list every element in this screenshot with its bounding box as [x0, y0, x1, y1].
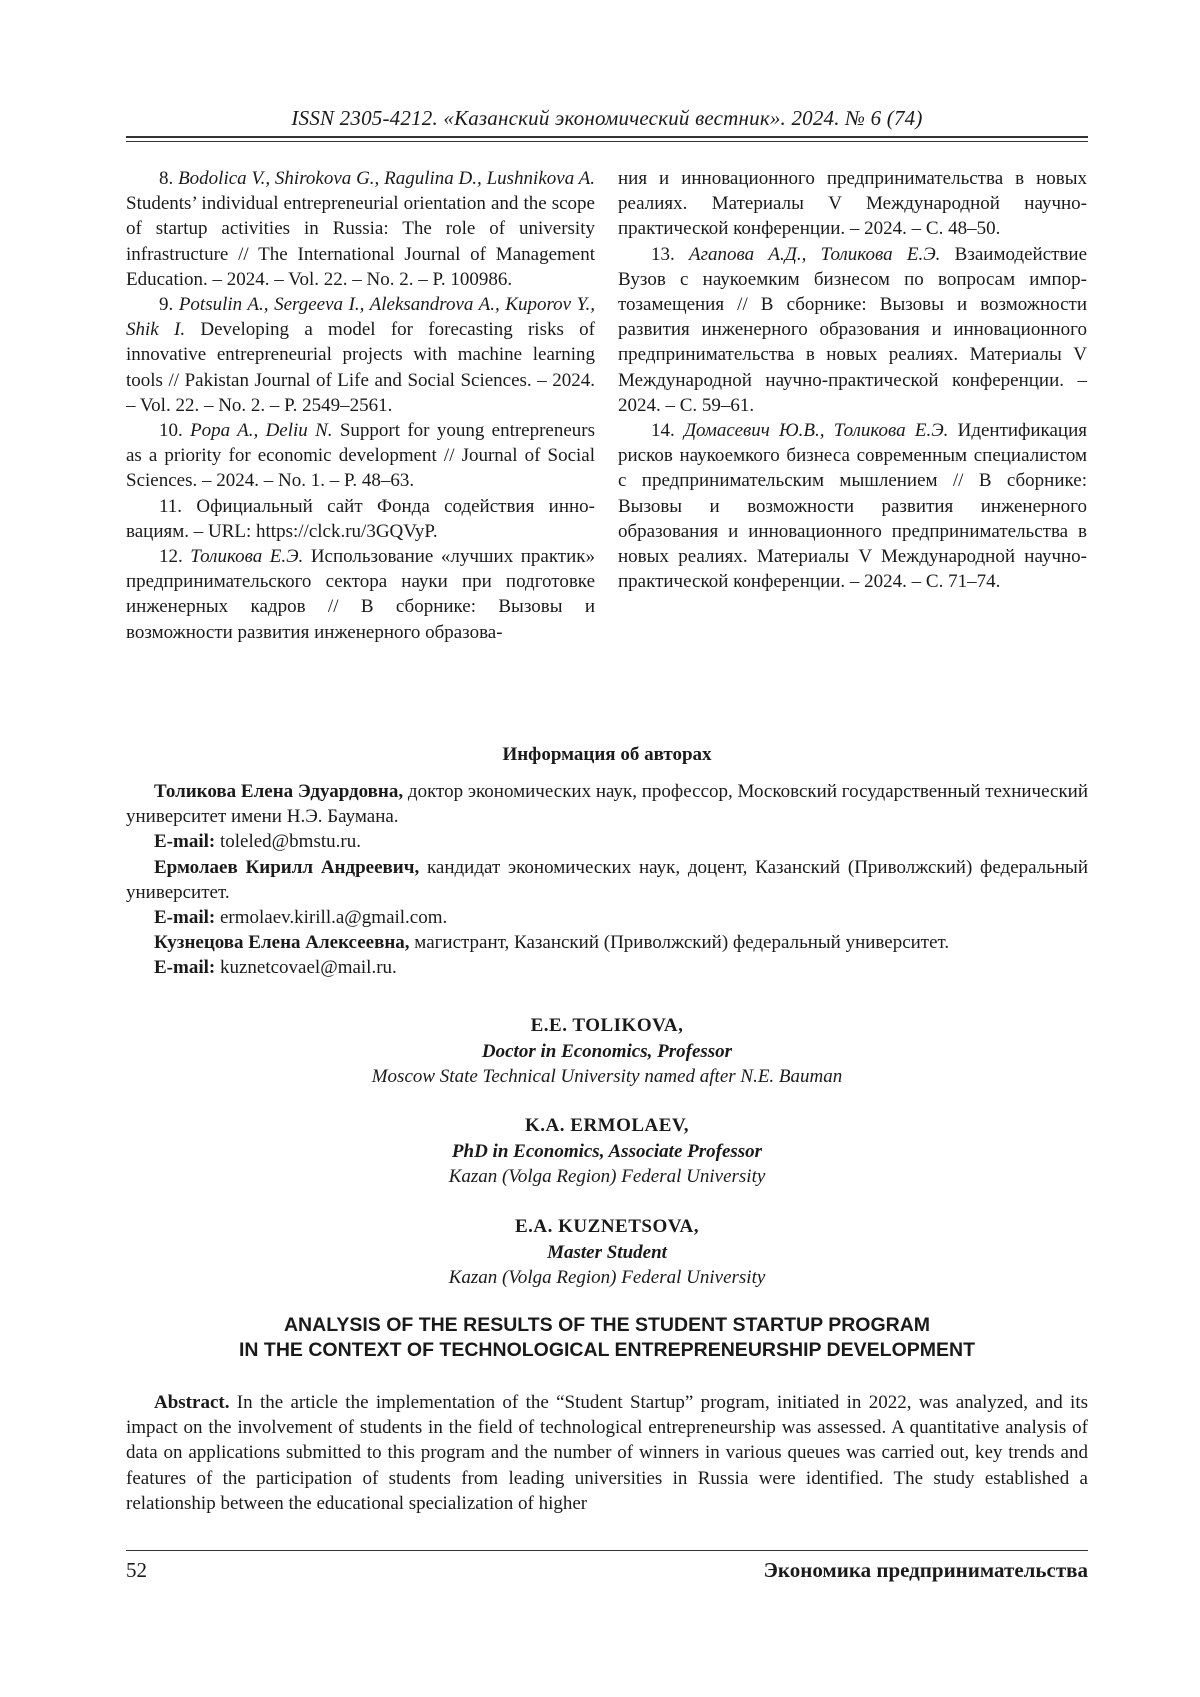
author-description: кандидат экономических наук, доцент, Казанский (Приволжский) федеральный университет.	[126, 856, 1088, 903]
abstract-label: Abstract.	[154, 1392, 230, 1413]
abstract	[126, 1390, 1088, 1516]
reference-text: Официальный сайт Фонда содействия инновациям. – URL: https://clck.ru/3GQVyP.	[126, 495, 595, 542]
footer-rule	[126, 1550, 1088, 1551]
reference-number: 8.	[159, 168, 174, 189]
reference-item	[126, 292, 595, 418]
english-author-name: K.A. ERMOLAEV,	[525, 1115, 689, 1136]
authors-info	[126, 779, 1088, 981]
abstract-text: In the article the implementation of the “Student Startup” program, initiated in 2022, was analyzed, and its impact on the involvement of students in the field of technological entrepreneurship was assessed. A quantitative analysis of data on applications submitted to this program and the number of winners in various queues was carried out, key trends and features of the participation of students from leading universities in Russia were identified. The study established a relationship between the educational specialization of higher	[126, 1392, 1089, 1514]
reference-text: Использование «лучших практик» предпринимательского сектора науки при подготовке инженерных кадров // В сборнике: Вызовы и возможности развития инженерного образова-	[126, 546, 596, 643]
reference-authors: Popa A., Deliu N.	[190, 420, 333, 442]
reference-number: 13.	[651, 243, 675, 265]
author-email	[126, 829, 1088, 854]
email-value: ermolaev.kirill.a@gmail.com.	[219, 907, 448, 929]
email-label: E-mail:	[154, 957, 216, 979]
section-title: Экономика предпринимательства	[763, 1558, 1088, 1582]
english-author-degree: Doctor in Economics, Professor	[481, 1040, 733, 1062]
reference-item	[126, 418, 595, 494]
english-author-block	[126, 1113, 1088, 1190]
reference-number: 10.	[159, 420, 183, 442]
email-label: E-mail:	[154, 831, 216, 853]
email-value: kuznetcovael@mail.ru.	[219, 957, 397, 979]
english-author-name: E.E. TOLIKOVA,	[530, 1015, 684, 1036]
page-number: 52	[126, 1558, 147, 1582]
reference-authors: Домасевич Ю.В., Толикова Е.Э.	[683, 420, 949, 442]
author-description: доктор экономических наук, профессор, Московский государственный технический университет имени Н.Э. Баумана.	[126, 781, 1089, 828]
references-left-column	[126, 166, 595, 645]
authors-info-title: Информация об авторах	[502, 744, 712, 765]
article-title-line: IN THE CONTEXT OF TECHNOLOGICAL ENTREPRENEURSHIP DEVELOPMENT	[238, 1339, 975, 1361]
english-author-block	[126, 1214, 1088, 1291]
reference-authors: Bodolica V., Shirokova G., Ragulina D., Lushnikova A.	[178, 168, 596, 189]
references-right-column	[618, 166, 1087, 594]
article-title-line: ANALYSIS OF THE RESULTS OF THE STUDENT STARTUP PROGRAM	[283, 1314, 931, 1336]
english-author-degree: Master Student	[547, 1241, 667, 1263]
author-entry	[126, 855, 1088, 905]
reference-number: 9.	[159, 294, 174, 316]
article-title	[126, 1313, 1088, 1363]
reference-item	[618, 418, 1087, 594]
email-label: E-mail:	[154, 907, 216, 929]
english-author-degree: PhD in Economics, Associate Professor	[451, 1140, 763, 1162]
english-author-block	[126, 1013, 1088, 1090]
english-author-name: E.A. KUZNETSOVA,	[515, 1216, 699, 1237]
author-entry	[126, 930, 1088, 955]
reference-item	[126, 544, 595, 645]
author-entry	[126, 779, 1088, 829]
reference-authors: Толикова Е.Э.	[190, 546, 304, 568]
author-name: Толикова Елена Эдуардовна,	[154, 781, 404, 802]
reference-text: Взаимодействие Вузов с наукоемким бизнесом по вопросам импортозамещения // В сборнике: Вызовы и возможности развития инженерного образования и инновационного предпринимательства в новых реалиях. Материалы V Международной научно-практической конференции. – 2024. – С. 59–61.	[618, 243, 1088, 416]
english-author-organization: Kazan (Volga Region) Federal University	[448, 1166, 766, 1187]
reference-item	[126, 166, 595, 292]
english-author-organization: Moscow State Technical University named after N.E. Bauman	[371, 1066, 843, 1087]
author-email	[126, 955, 1088, 980]
author-name: Кузнецова Елена Алексеевна,	[154, 932, 410, 954]
reference-number: 14.	[651, 420, 675, 442]
header-rule-thick	[126, 136, 1088, 138]
reference-authors: Агапова А.Д., Толикова Е.Э.	[689, 243, 941, 265]
reference-text: Идентификация рисков наукоемкого бизнеса современным специалистом с предпринимательским мышлением // В сборнике: Вызовы и возможности развития инженерного образования и инновационного предпринимательства в новых реалиях. Материалы V Международной научно-практической конференции. – 2024. – С. 71–74.	[618, 420, 1087, 593]
reference-continuation: ния и инновационного предпринимательства в новых реалиях. Материалы V Международной научно-практической конференции. – 2024. – С. 48–50.	[618, 168, 1087, 240]
reference-authors: Potsulin A., Sergeeva I., Aleksandrova A., Kuporov Y., Shik I.	[126, 294, 595, 341]
author-description: магистрант, Казанский (Приволжский) федеральный университет.	[414, 932, 950, 954]
reference-item	[126, 494, 595, 544]
header-rule-thin	[126, 141, 1088, 142]
author-email	[126, 905, 1088, 930]
reference-item	[618, 242, 1087, 418]
reference-text: Support for young entrepreneurs as a priority for economic development // Journal of Social Sciences. – 2024. – No. 1. – P. 48–63.	[126, 420, 596, 492]
reference-text: Developing a model for forecasting risks of innovative entrepreneurial projects with machine learning tools // Pakistan Journal of Life and Social Sciences. – 2024. – Vol. 22. – No. 2. – P. 2549–2561.	[126, 319, 595, 416]
reference-text: Students’ individual entrepreneurial orientation and the scope of startup activities in Russia: The role of university infrastructure // The International Journal of Management Education. – 2024. – Vol. 22. – No. 2. – P. 100986.	[126, 193, 595, 290]
author-name: Ермолаев Кирилл Андреевич,	[154, 856, 420, 878]
reference-number: 11.	[159, 495, 183, 517]
reference-number: 12.	[159, 546, 183, 568]
email-value: toleled@bmstu.ru.	[219, 831, 361, 853]
running-header: ISSN 2305-4212. «Казанский экономический вестник». 2024. № 6 (74)	[291, 106, 923, 130]
english-author-organization: Kazan (Volga Region) Federal University	[448, 1267, 766, 1288]
